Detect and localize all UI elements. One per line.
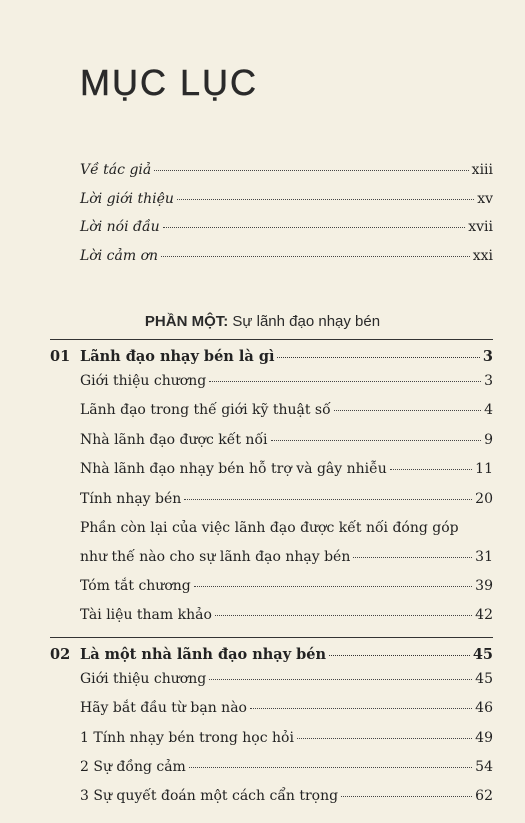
section-label: Nhà lãnh đạo được kết nối — [80, 431, 268, 448]
dot-leader — [154, 170, 468, 171]
chapter-toc — [50, 339, 493, 818]
section-entry[interactable] — [50, 432, 493, 461]
section-page: 20 — [475, 490, 493, 507]
chapter-entry[interactable] — [50, 638, 493, 671]
section-label: 2 Sự đồng cảm — [80, 758, 186, 775]
section-label: Giới thiệu chương — [80, 373, 207, 389]
page-title: MỤC LỤC — [80, 62, 259, 103]
section-page: 11 — [475, 461, 493, 478]
entry-label: Lời giới thiệu — [80, 190, 174, 207]
section-page: 45 — [475, 670, 493, 687]
section-label-line2 — [80, 549, 493, 565]
entry-page: xv — [477, 190, 493, 207]
section-label-line1: Phần còn lại của việc lãnh đạo được kết nối đóng góp — [80, 519, 459, 536]
section-entry[interactable] — [50, 700, 493, 729]
dot-leader — [341, 796, 472, 797]
chapter-title: Là một nhà lãnh đạo nhạy bén — [80, 645, 327, 663]
toc-entry[interactable] — [80, 162, 493, 191]
dot-leader — [184, 499, 472, 500]
section-page: 54 — [475, 758, 493, 775]
dot-leader — [271, 440, 482, 441]
entry-label: Lời cảm ơn — [80, 247, 159, 264]
section-label: Hãy bắt đầu từ bạn nào — [80, 700, 247, 717]
section-entry[interactable] — [50, 759, 493, 788]
entry-label: Về tác giả — [80, 162, 152, 178]
dot-leader — [297, 738, 472, 739]
part-label: PHẦN MỘT: — [144, 313, 229, 330]
dot-leader — [334, 410, 481, 411]
entry-label: Lời nói đầu — [80, 219, 160, 235]
chapter-number: 01 — [50, 348, 71, 365]
part-heading — [0, 313, 525, 330]
entry-page: xvii — [468, 219, 493, 235]
section-label: Giới thiệu chương — [80, 670, 207, 687]
section-label: như thế nào cho sự lãnh đạo nhạy bén — [80, 548, 351, 565]
dot-leader — [194, 586, 472, 587]
section-page: 49 — [475, 729, 493, 746]
part-title: Sự lãnh đạo nhạy bén — [232, 313, 381, 330]
dot-leader — [277, 357, 479, 358]
section-entry[interactable] — [50, 730, 493, 759]
section-entry[interactable] — [50, 461, 493, 490]
chapter-title: Lãnh đạo nhạy bén là gì — [80, 348, 275, 365]
section-label: Tính nhạy bén — [80, 490, 182, 507]
section-label: Lãnh đạo trong thế giới kỹ thuật số — [80, 402, 331, 419]
dot-leader — [353, 557, 472, 558]
section-entry[interactable] — [50, 402, 493, 431]
chapter-page: 45 — [472, 645, 493, 663]
section-label: Nhà lãnh đạo nhạy bén hỗ trợ và gây nhiễu — [80, 461, 387, 478]
section-page: 42 — [475, 607, 493, 624]
dot-leader — [189, 767, 472, 768]
section-entry[interactable] — [50, 788, 493, 817]
dot-leader — [250, 708, 472, 709]
dot-leader — [209, 381, 481, 382]
section-page: 62 — [475, 788, 493, 805]
section-entry[interactable] — [50, 520, 493, 578]
section-entry[interactable] — [50, 607, 493, 636]
dot-leader — [329, 655, 470, 656]
toc-entry[interactable] — [80, 248, 493, 277]
chapter-number: 02 — [50, 645, 71, 663]
section-page: 31 — [475, 548, 493, 565]
dot-leader — [161, 256, 470, 257]
section-label: Tài liệu tham khảo — [80, 607, 212, 624]
section-page: 9 — [484, 431, 493, 448]
chapter-entry[interactable] — [50, 340, 493, 373]
dot-leader — [215, 615, 472, 616]
front-matter-list — [80, 162, 493, 276]
section-page: 3 — [484, 373, 493, 389]
section-entry[interactable] — [50, 671, 493, 700]
section-label: 3 Sự quyết đoán một cách cẩn trọng — [80, 788, 339, 805]
dot-leader — [163, 227, 466, 228]
section-entry[interactable] — [50, 491, 493, 520]
dot-leader — [390, 469, 472, 470]
dot-leader — [209, 679, 472, 680]
section-entry[interactable] — [50, 578, 493, 607]
chapter-page: 3 — [482, 348, 493, 365]
dot-leader — [177, 199, 474, 200]
entry-page: xxi — [472, 247, 493, 264]
entry-page: xiii — [471, 162, 493, 178]
section-entry[interactable] — [50, 373, 493, 402]
section-label: Tóm tắt chương — [80, 577, 191, 594]
section-label: 1 Tính nhạy bén trong học hỏi — [80, 729, 294, 746]
section-page: 46 — [475, 700, 493, 717]
section-page: 4 — [484, 402, 493, 419]
toc-entry[interactable] — [80, 191, 493, 220]
section-page: 39 — [475, 577, 493, 594]
toc-entry[interactable] — [80, 219, 493, 248]
